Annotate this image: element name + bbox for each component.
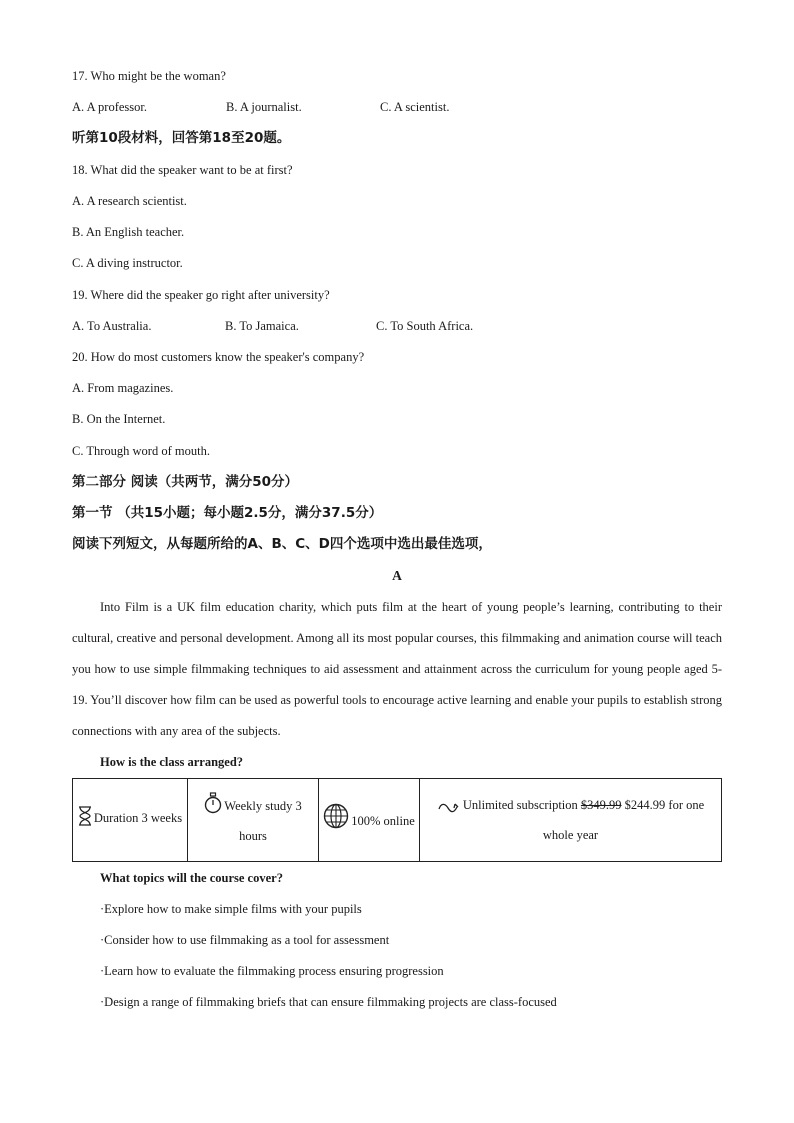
topic-item: ·Explore how to make simple films with your pupils xyxy=(100,902,362,916)
topic-item: ·Consider how to use filmmaking as a tool for assessment xyxy=(100,933,390,947)
q17-question: 17. Who might be the woman? xyxy=(72,69,226,83)
q19-options xyxy=(72,318,473,334)
infinity-icon xyxy=(437,796,461,822)
topic-item: ·Learn how to evaluate the filmmaking process ensuring progression xyxy=(100,964,444,978)
weekly-study-text: Weekly study 3 hours xyxy=(224,798,302,843)
part2-instruction: 阅读下列短文，从每题所给的A、B、C、D四个选项中选出最佳选项， xyxy=(72,536,492,552)
q20-option-a: A. From magazines. xyxy=(72,381,174,395)
topic-item: ·Design a range of filmmaking briefs that can ensure filmmaking projects are class-focused xyxy=(100,995,557,1009)
q20-option-c: C. Through word of mouth. xyxy=(72,444,210,458)
q18-option-b: B. An English teacher. xyxy=(72,225,185,239)
hourglass-icon xyxy=(78,806,92,835)
subscription-prefix: Unlimited subscription xyxy=(462,798,578,812)
topics-heading: What topics will the course cover? xyxy=(100,871,283,885)
new-price: $244.99 for one whole year xyxy=(542,798,705,842)
online-cell xyxy=(319,779,420,862)
weekly-study-cell xyxy=(188,779,319,862)
part2-heading: 第二部分 阅读（共两节，满分50分） xyxy=(72,474,298,490)
q19-option-b: B. To Jamaica. xyxy=(225,319,299,333)
q18-question: 18. What did the speaker want to be at first? xyxy=(72,163,293,177)
q18-option-c: C. A diving instructor. xyxy=(72,256,183,270)
duration-cell xyxy=(73,779,188,862)
passage-label: A xyxy=(392,568,402,583)
q20-question: 20. How do most customers know the speaker's company? xyxy=(72,350,365,364)
subscription-cell xyxy=(420,779,722,862)
old-price: $349.99 xyxy=(580,798,622,812)
section-10-instruction: 听第10段材料，回答第18至20题。 xyxy=(72,130,291,146)
q20-option-b: B. On the Internet. xyxy=(72,412,166,426)
q17-options xyxy=(72,99,449,115)
online-text: 100% online xyxy=(351,813,415,828)
duration-text: Duration 3 weeks xyxy=(93,811,183,825)
q17-option-b: B. A journalist. xyxy=(226,100,302,114)
class-arranged-heading: How is the class arranged? xyxy=(100,755,244,769)
course-info-table xyxy=(72,778,722,862)
q17-option-c: C. A scientist. xyxy=(380,100,450,114)
passage-paragraph: Into Film is a UK film education charity, which puts film at the heart of young people’s learning, contributing to their cultural, creative and personal development. Among all its most popular courses, this filmmaking and animation course will teach you how to use simple filmmaking techniques to aid assessment and attainment across the curriculum for young people aged 5-19. You’ll discover how film can be used as powerful tools to encourage active learning and enable your pupils to establish strong connections with any area of the subjects. xyxy=(72,600,722,738)
q19-question: 19. Where did the speaker go right after university? xyxy=(72,288,330,302)
part2-section1-heading: 第一节 （共15小题；每小题2.5分，满分37.5分） xyxy=(72,505,383,521)
q19-option-c: C. To South Africa. xyxy=(376,319,474,333)
q17-option-a: A. A professor. xyxy=(72,100,147,114)
globe-icon xyxy=(323,803,349,838)
q18-option-a: A. A research scientist. xyxy=(72,194,187,208)
stopwatch-icon xyxy=(204,792,222,823)
q19-option-a: A. To Australia. xyxy=(72,319,152,333)
